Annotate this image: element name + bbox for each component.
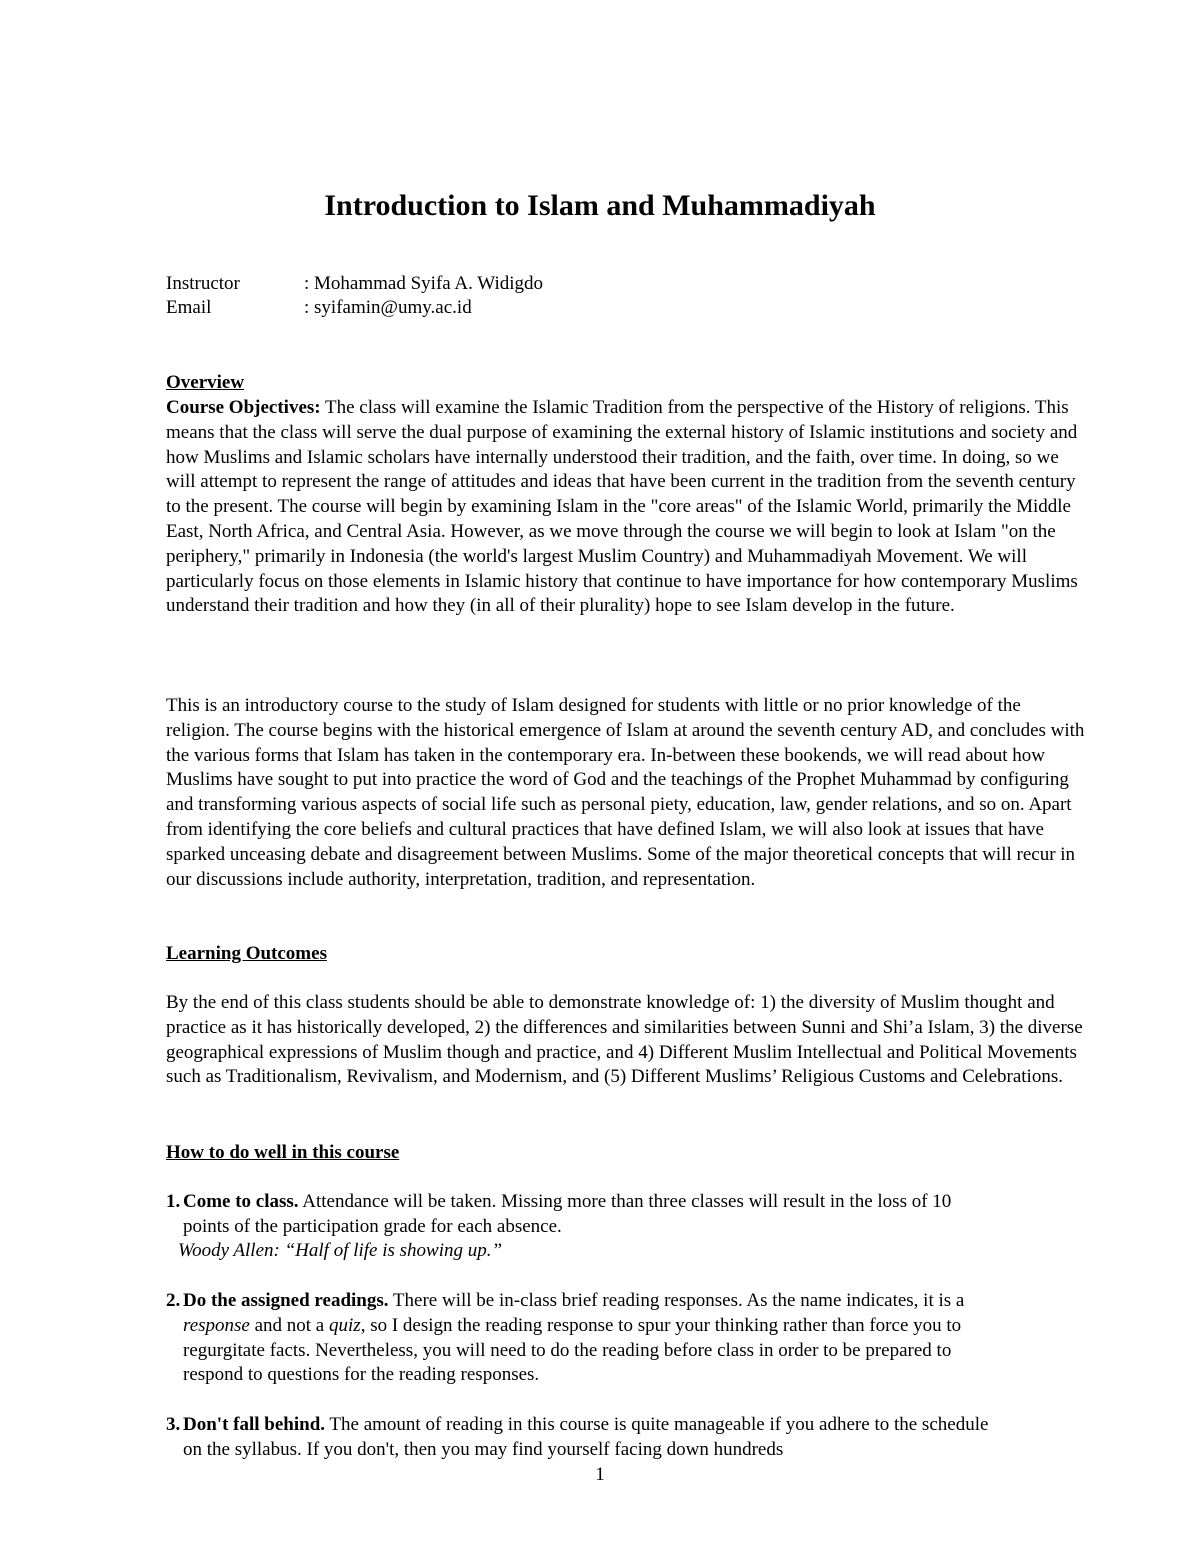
list-item-heading: Don't fall behind. xyxy=(183,1414,326,1435)
list-item-number: 3. xyxy=(166,1414,181,1435)
response-emphasis: response xyxy=(183,1314,250,1336)
email-value: : syifamin@umy.ac.id xyxy=(304,297,472,318)
course-objectives-label: Course Objectives: xyxy=(166,397,321,418)
list-item-dont-fall-behind xyxy=(166,1413,996,1463)
email-label: Email xyxy=(166,297,212,318)
list-item-text: There will be in-class brief reading responses. As the name indicates, it is a xyxy=(388,1290,965,1311)
instructor-value: : Mohammad Syifa A. Widigdo xyxy=(304,273,544,294)
list-item-heading: Come to class. xyxy=(183,1191,299,1212)
instructor-label: Instructor xyxy=(166,273,240,294)
intro-paragraph: This is an introductory course to the study of Islam designed for students with little or no prior knowledge of the religion. The course begins with the historical emergence of Islam at around the seventh century AD, and concludes with the various forms that Islam has taken in the contemporary era. In-between these bookends, we will read about how Muslims have sought to put into practice the word of God and the teachings of the Prophet Muhammad by configuring and transforming various aspects of social life such as personal piety, education, law, gender relations, and so on. Apart from identifying the core beliefs and cultural practices that have defined Islam, we will also look at issues that have sparked unceasing debate and disagreement between Muslims. Some of the major theoretical concepts that will recur in our discussions include authority, interpretation, tradition, and representation. xyxy=(166,695,1085,890)
list-item-assigned-readings xyxy=(166,1289,996,1388)
list-item-body xyxy=(183,1289,996,1388)
how-to-do-well-heading: How to do well in this course xyxy=(166,1142,400,1163)
list-item-body xyxy=(183,1413,996,1463)
list-item-text: , so I design the reading response to spur your thinking rather than force you to regurgitate facts. Nevertheless, you will need to do the reading before class in order to be prepared to respond to questions for the reading responses. xyxy=(183,1314,962,1386)
learning-outcomes-paragraph: By the end of this class students should be able to demonstrate knowledge of: 1) the diversity of Muslim thought and practice as it has historically developed, 2) the differences and similarities between Sunni and Shi’a Islam, 3) the diverse geographical expressions of Muslim though and practice, and 4) Different Muslim Intellectual and Political Movements such as Traditionalism, Revivalism, and Modernism, and (5) Different Muslims’ Religious Customs and Celebrations. xyxy=(166,992,1083,1088)
list-item-text: and not a xyxy=(249,1314,329,1336)
list-item-body xyxy=(183,1190,996,1240)
list-item-text: Attendance will be taken. Missing more than three classes will result in the loss of 10 points of the participation grade for each absence. xyxy=(183,1191,952,1237)
overview-heading: Overview xyxy=(166,372,245,393)
list-item-number: 1. xyxy=(166,1191,181,1212)
quiz-emphasis: quiz xyxy=(329,1314,361,1336)
list-item-number: 2. xyxy=(166,1290,181,1311)
woody-allen-quote: Woody Allen: “Half of life is showing up.” xyxy=(178,1240,503,1261)
document-title: Introduction to Islam and Muhammadiyah xyxy=(324,189,876,222)
course-objectives-text: The class will examine the Islamic Tradition from the perspective of the History of religions. This means that the class will serve the dual purpose of examining the external history of Islamic institutions and society and how Muslims and Islamic scholars have internally understood their tradition, and the faith, over time. In doing, so we will attempt to represent the range of attitudes and ideas that have been current in the tradition from the seventh century to the present. The course will begin by examining Islam in the "core areas" of the Islamic World, primarily the Middle East, North Africa, and Central Asia. However, as we move through the course we will begin to look at Islam "on the periphery," primarily in Indonesia (the world's largest Muslim Country) and Muhammadiyah Movement. We will particularly focus on those elements in Islamic history that continue to have importance for how contemporary Muslims understand their tradition and how they (in all of their plurality) hope to see Islam develop in the future. xyxy=(166,397,1078,617)
course-objectives-paragraph xyxy=(166,396,1086,619)
page-number: 1 xyxy=(595,1464,605,1485)
list-item-heading: Do the assigned readings. xyxy=(183,1290,389,1311)
learning-outcomes-heading: Learning Outcomes xyxy=(166,943,327,964)
list-item-text: The amount of reading in this course is quite manageable if you adhere to the schedule on the syllabus. If you don't, then you may find yourself facing down hundreds xyxy=(183,1414,989,1460)
list-item-come-to-class xyxy=(166,1190,996,1240)
